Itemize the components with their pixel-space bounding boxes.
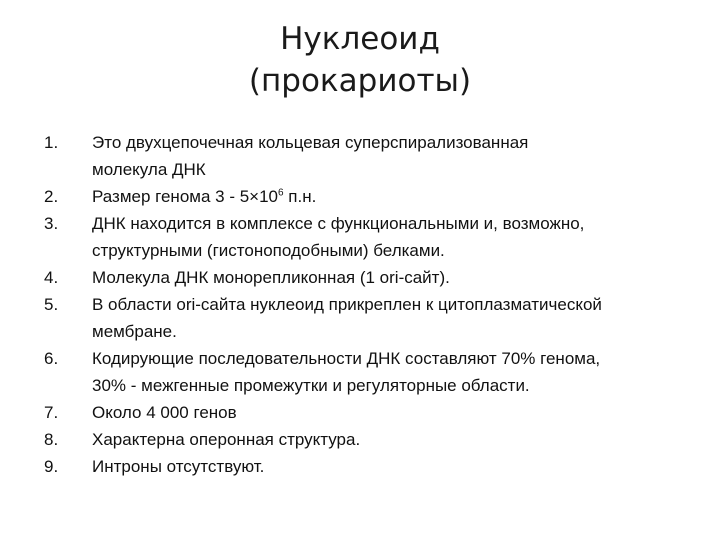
list-item-text: ДНК находится в комплексе с функциональными и, возможно, структурными (гистоноподобными) белками. xyxy=(92,214,585,260)
list-item-number: 9. xyxy=(44,457,59,476)
list-item-number: 2. xyxy=(44,187,59,206)
list-item-text: Молекула ДНК монорепликонная (1 ori-сайт). xyxy=(92,268,450,287)
list-item-number: 3. xyxy=(44,214,59,233)
list-item-text: В области ori-сайта нуклеоид прикреплен к цитоплазматической мембране. xyxy=(92,295,602,341)
list-item-number: 8. xyxy=(44,430,59,449)
list-item-number: 7. xyxy=(44,403,59,422)
list-item-text-part: Размер генома 3 - 5×10 xyxy=(92,187,278,206)
list-item xyxy=(0,210,720,264)
slide-title xyxy=(150,18,570,102)
list-item xyxy=(0,345,720,399)
list-item-text xyxy=(92,183,702,210)
superscript-exponent: 6 xyxy=(278,187,284,199)
list-item-number: 4. xyxy=(44,268,59,287)
numbered-list xyxy=(0,129,720,480)
list-item-number: 6. xyxy=(44,349,59,368)
title-line-1: Нуклеоид xyxy=(280,21,440,57)
list-item xyxy=(0,129,720,183)
list-item xyxy=(0,399,720,426)
list-item-text: Это двухцепочечная кольцевая суперспирализованная молекула ДНК xyxy=(92,133,529,179)
list-item-number: 1. xyxy=(44,133,59,152)
list-item-number: 5. xyxy=(44,295,59,314)
list-item xyxy=(0,453,720,480)
list-item xyxy=(0,264,720,291)
list-item xyxy=(0,426,720,453)
title-line-2: (прокариоты) xyxy=(248,63,472,99)
list-item-text: Кодирующие последовательности ДНК составляют 70% генома, 30% - межгенные промежутки и регуляторные области. xyxy=(92,349,601,395)
list-item-text: Около 4 000 генов xyxy=(92,403,237,422)
list-item-text: Интроны отсутствуют. xyxy=(92,457,265,476)
list-item xyxy=(0,183,720,210)
list-item xyxy=(0,291,720,345)
list-item-text: Характерна оперонная структура. xyxy=(92,430,361,449)
list-item-text-part: п.н. xyxy=(283,187,317,206)
